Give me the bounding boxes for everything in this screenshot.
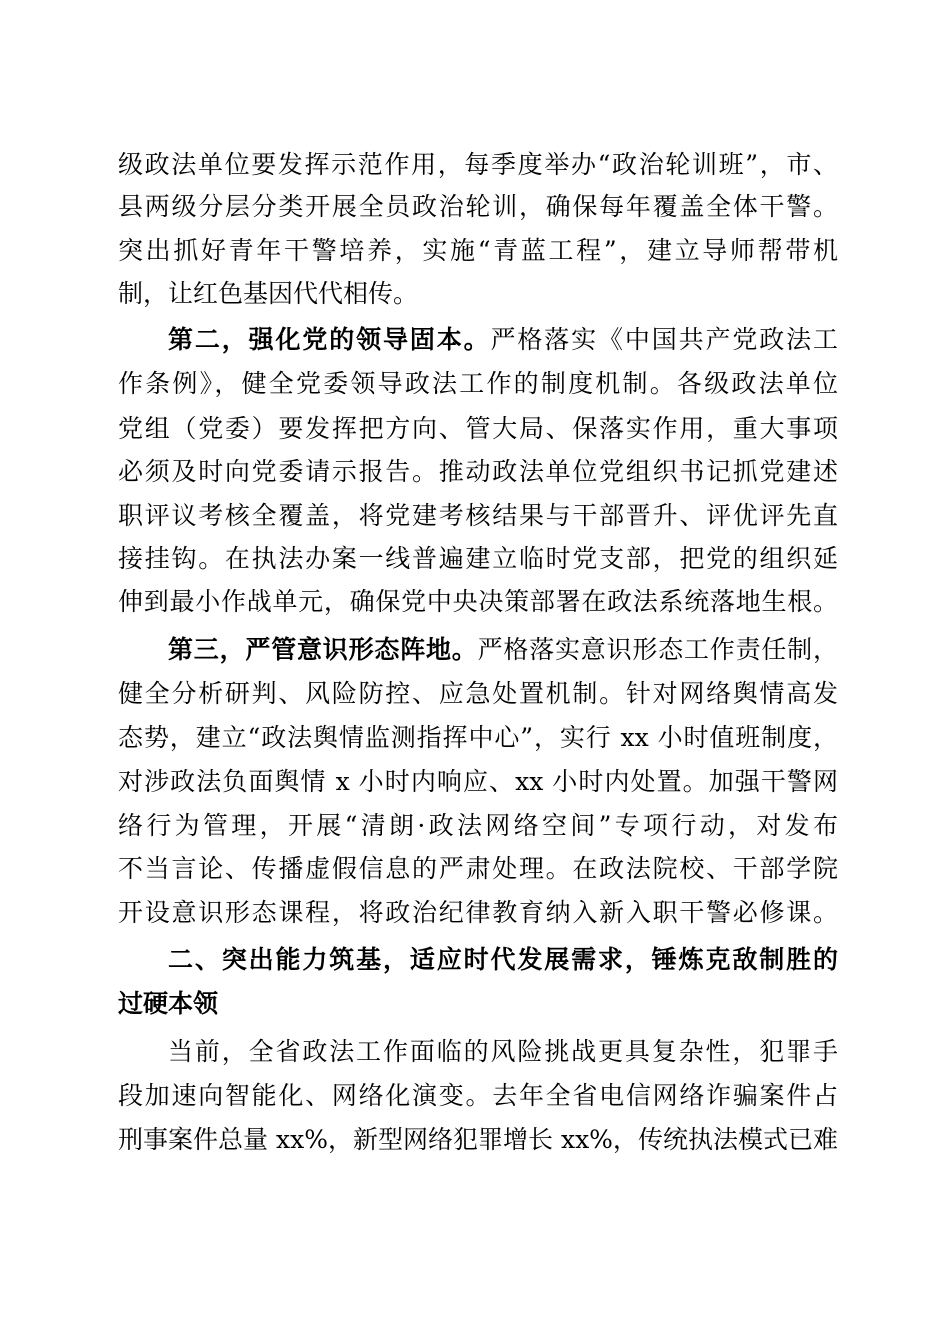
text-line: 健全分析研判、风险防控、应急处置机制。针对网络舆情高发 [118, 679, 838, 708]
text-line: 段加速向智能化、网络化演变。去年全省电信网络诈骗案件占 [118, 1081, 838, 1110]
text-line: 级政法单位要发挥示范作用，每季度举办“政治轮训班”，市、 [118, 150, 838, 179]
section-heading-continued: 过硬本领 [118, 989, 219, 1018]
section-2-line-text: 严格落实《中国共产党政法工 [490, 325, 838, 354]
text-line: 对涉政法负面舆情 x 小时内响应、xx 小时内处置。加强干警网 [118, 767, 838, 796]
section-2-lead: 第二，强化党的领导固本。 [168, 325, 491, 354]
section-2-first-line [168, 320, 838, 360]
text-line: 络行为管理，开展“清朗·政法网络空间”专项行动，对发布 [118, 811, 838, 840]
text-line: 县两级分层分类开展全员政治轮训，确保每年覆盖全体干警。 [118, 192, 838, 221]
text-line: 态势，建立“政法舆情监测指挥中心”，实行 xx 小时值班制度， [118, 723, 838, 752]
text-line: 接挂钩。在执法办案一线普遍建立临时党支部，把党的组织延 [118, 544, 838, 573]
section-3-line-text: 严格落实意识形态工作责任制， [477, 635, 838, 664]
section-3-first-line [168, 630, 838, 670]
text-line: 开设意识形态课程，将政治纪律教育纳入新入职干警必修课。 [118, 898, 838, 927]
text-line: 党组（党委）要发挥把方向、管大局、保落实作用，重大事项 [118, 414, 838, 443]
section-3-lead: 第三，严管意识形态阵地。 [168, 635, 478, 664]
text-line: 制，让红色基因代代相传。 [118, 279, 419, 308]
text-line: 作条例》，健全党委领导政法工作的制度机制。各级政法单位 [118, 369, 838, 398]
section-heading: 二、突出能力筑基，适应时代发展需求，锤炼克敌制胜的 [168, 945, 838, 974]
text-line: 不当言论、传播虚假信息的严肃处理。在政法院校、干部学院 [118, 854, 838, 883]
text-line: 刑事案件总量 xx%，新型网络犯罪增长 xx%，传统执法模式已难 [118, 1125, 838, 1154]
text-line: 必须及时向党委请示报告。推动政法单位党组织书记抓党建述 [118, 457, 838, 486]
text-line: 突出抓好青年干警培养，实施“青蓝工程”，建立导师帮带机 [118, 236, 838, 265]
text-line: 当前，全省政法工作面临的风险挑战更具复杂性，犯罪手 [168, 1037, 838, 1066]
text-line: 伸到最小作战单元，确保党中央决策部署在政法系统落地生根。 [118, 587, 838, 616]
text-line: 职评议考核全覆盖，将党建考核结果与干部晋升、评优评先直 [118, 501, 838, 530]
